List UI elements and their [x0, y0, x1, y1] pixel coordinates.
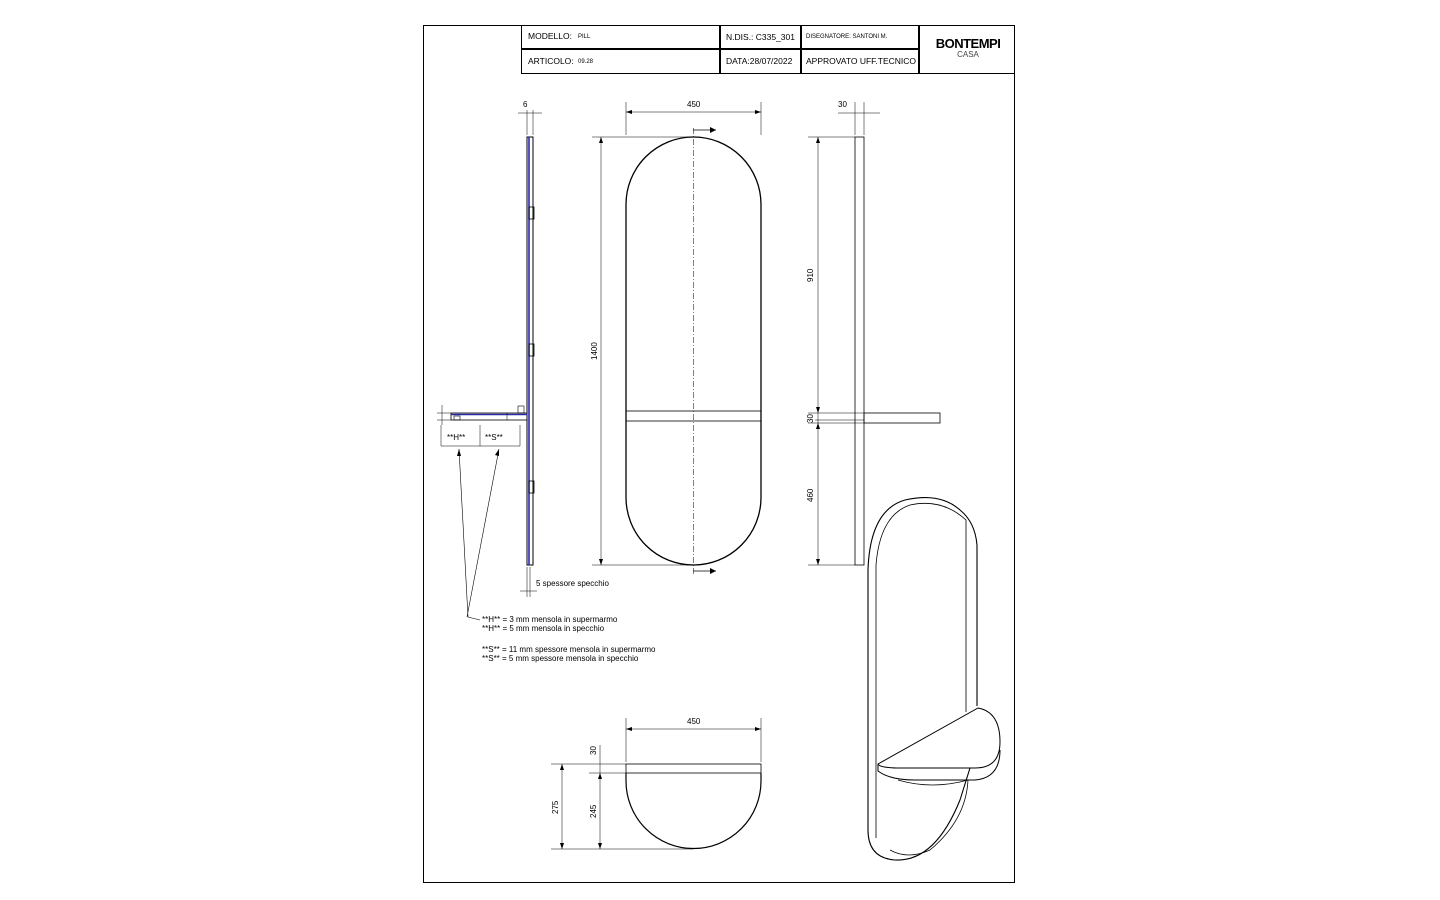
dim-bottom-width-text: 450 [687, 717, 701, 726]
perspective-view [868, 498, 1000, 861]
dim-right-shelf-text: 30 [806, 414, 815, 423]
dim-front-height-text: 1400 [590, 342, 599, 360]
perspective-mirror-inner [876, 503, 966, 712]
right-mirror-panel [855, 137, 864, 565]
arrow-bottom-245-bottom [598, 843, 602, 849]
dim-bottom-total-text: 275 [551, 800, 560, 814]
notes-s [482, 645, 655, 663]
note-h-specchio: **H** = 5 mm mensola in specchio [482, 624, 605, 633]
dim-right-lower-text: 460 [806, 488, 815, 502]
side-mirror-panel [527, 137, 533, 565]
perspective-shelf-top [878, 708, 1000, 768]
arrow-bottom-245-top [598, 773, 602, 779]
dim-right-upper-text: 910 [806, 268, 815, 282]
dim-front-width-text: 450 [687, 100, 701, 109]
leader-arrow-S [495, 449, 499, 456]
bottom-shelf-outline [626, 773, 761, 848]
logo-subtitle: CASA [957, 50, 979, 59]
perspective-lower-mirror [890, 780, 968, 855]
bottom-shelf-edge [626, 764, 761, 773]
perspective-shelf-front [878, 750, 1000, 780]
side-S-label: **S** [485, 433, 503, 442]
arrow-section-bottom [710, 568, 716, 574]
arrow-450-left [626, 110, 632, 114]
designer-name: DISEGNATORE: SANTONI M. [806, 34, 888, 40]
drawing-number: N.DIS.: C335_301 [726, 32, 795, 42]
arrow-bottom-275-top [560, 764, 564, 770]
arrow-right-shelf-bottom [816, 423, 820, 429]
note-s-supermarmo: **S** = 11 mm spessore mensola in supermarmo [482, 645, 656, 654]
arrow-bottom-450-right [755, 727, 761, 731]
arrow-right-bottom [816, 559, 820, 565]
leader-arrow-H [457, 449, 461, 456]
approved-by: APPROVATO UFF.TECNICO [806, 56, 917, 66]
dim-bottom-depth-text: 245 [589, 804, 598, 818]
note-h-supermarmo: **H** = 3 mm mensola in supermarmo [482, 615, 618, 624]
dim-right-thickness-text: 30 [838, 100, 847, 109]
arrow-1400-bottom [599, 559, 603, 565]
side-shelf-clip [454, 416, 460, 420]
front-view [592, 102, 761, 575]
arrow-section-top [710, 127, 716, 133]
leader-line-S [467, 449, 499, 617]
dimension-arrowheads [560, 110, 820, 849]
perspective-mirror-back [868, 570, 970, 860]
bottom-view [551, 718, 761, 849]
leader-line-H [459, 449, 480, 620]
arrow-450-right [755, 110, 761, 114]
arrow-right-shelf-top [816, 407, 820, 413]
logo-wordmark: BONTEMPI [935, 36, 1001, 51]
notes-h [482, 615, 617, 633]
right-view [808, 102, 940, 565]
right-shelf [864, 413, 940, 423]
arrow-1400-top [599, 137, 603, 143]
modello-value: PILL [578, 34, 591, 40]
side-shelf-fixing [518, 406, 524, 413]
side-view [437, 110, 542, 620]
dim-side-thickness-text: 6 [523, 100, 528, 109]
arrow-bottom-275-bottom [560, 843, 564, 849]
mirror-thickness-note: 5 spessore specchio [536, 579, 609, 588]
drawing-date: DATA:28/07/2022 [726, 56, 793, 66]
arrow-bottom-450-left [626, 727, 632, 731]
note-s-specchio: **S** = 5 mm spessore mensola in specchio [482, 654, 639, 663]
articolo-value: 09.28 [578, 59, 594, 65]
modello-label: MODELLO: [528, 31, 572, 41]
articolo-label: ARTICOLO: [528, 56, 574, 66]
dim-bottom-shelf-thick-text: 30 [589, 746, 598, 755]
side-H-label: **H** [447, 433, 466, 442]
arrow-right-top [816, 137, 820, 143]
